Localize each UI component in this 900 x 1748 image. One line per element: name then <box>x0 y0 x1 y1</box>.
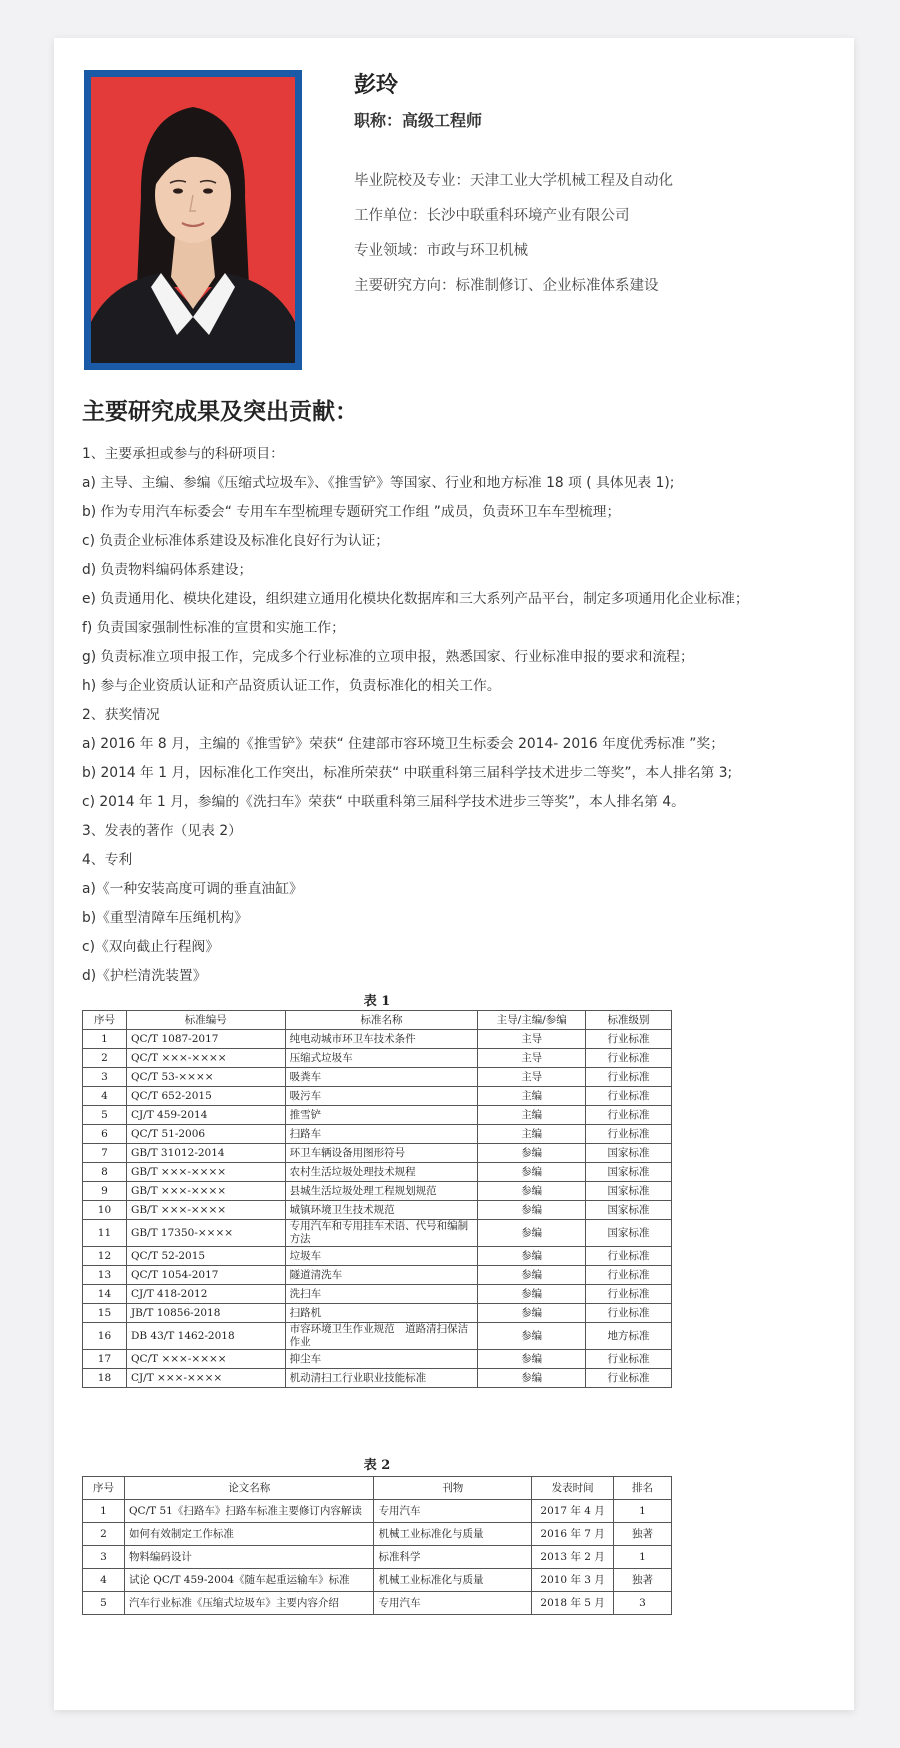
info-field: 专业领域：市政与环卫机械 <box>354 243 528 259</box>
column-header: 发表时间 <box>532 1477 614 1500</box>
table-cell: 17 <box>83 1350 127 1369</box>
table1-title: 表 1 <box>363 994 391 1009</box>
table-cell: 试论 QC/T 459-2004《随车起重运输车》标准 <box>124 1569 374 1592</box>
table-header-row <box>83 1011 672 1030</box>
table-cell: 参编 <box>478 1285 586 1304</box>
table-cell: 国家标准 <box>586 1201 672 1220</box>
table-cell: QC/T ×××-×××× <box>126 1350 285 1369</box>
column-header: 标准级别 <box>586 1011 672 1030</box>
table-cell: 市容环境卫生作业规范 道路清扫保洁作业 <box>285 1323 478 1350</box>
table-cell: CJ/T 459-2014 <box>126 1106 285 1125</box>
table-row <box>83 1220 672 1247</box>
table-cell: 5 <box>83 1592 125 1615</box>
table-row <box>83 1247 672 1266</box>
table-cell: 国家标准 <box>586 1220 672 1247</box>
content-line: g) 负责标准立项申报工作，完成多个行业标准的立项申报，熟悉国家、行业标准申报的要求和流程； <box>82 649 694 665</box>
table-cell: 机动清扫工行业职业技能标准 <box>285 1369 478 1388</box>
content-line: e) 负责通用化、模块化建设，组织建立通用化模块化数据库和三大系列产品平台，制定多项通用化企业标准； <box>82 591 749 607</box>
table-cell: 压缩式垃圾车 <box>285 1049 478 1068</box>
table-cell: DB 43/T 1462-2018 <box>126 1323 285 1350</box>
profile-info-list <box>354 164 673 304</box>
table-cell: CJ/T 418-2012 <box>126 1285 285 1304</box>
table-cell: 6 <box>83 1125 127 1144</box>
table-cell: 吸粪车 <box>285 1068 478 1087</box>
table-cell: 专用汽车 <box>374 1500 532 1523</box>
table-cell: 2013 年 2 月 <box>532 1546 614 1569</box>
table-row <box>83 1592 672 1615</box>
table-cell: 主导 <box>478 1068 586 1087</box>
table-row <box>83 1266 672 1285</box>
table-cell: 主导 <box>478 1049 586 1068</box>
table-cell: 行业标准 <box>586 1087 672 1106</box>
table-cell: GB/T ×××-×××× <box>126 1201 285 1220</box>
table-row <box>83 1106 672 1125</box>
content-line: c)《双向截止行程阀》 <box>82 939 220 955</box>
table-cell: 参编 <box>478 1350 586 1369</box>
table-cell: 主导 <box>478 1030 586 1049</box>
table-cell: 参编 <box>478 1304 586 1323</box>
content-line: d) 负责物料编码体系建设； <box>82 562 253 578</box>
content-line: 4、专利 <box>82 852 133 868</box>
table-cell: 1 <box>614 1546 672 1569</box>
table-row <box>83 1523 672 1546</box>
table-row <box>83 1304 672 1323</box>
table-row <box>83 1369 672 1388</box>
publications-table <box>82 1476 672 1615</box>
column-header: 序号 <box>83 1477 125 1500</box>
content-line: a) 2016 年 8 月，主编的《推雪铲》荣获“ 住建部市容环境卫生标委会 2014- 2016 年度优秀标准 ”奖； <box>82 736 724 752</box>
content-line: 2、获奖情况 <box>82 707 160 723</box>
column-header: 序号 <box>83 1011 127 1030</box>
portrait-illustration <box>91 77 295 363</box>
table-cell: 3 <box>83 1068 127 1087</box>
table-cell: 机械工业标准化与质量 <box>374 1569 532 1592</box>
table-cell: 物料编码设计 <box>124 1546 374 1569</box>
profile-card <box>54 38 854 1710</box>
table-cell: 行业标准 <box>586 1285 672 1304</box>
table-cell: 18 <box>83 1369 127 1388</box>
table-row <box>83 1163 672 1182</box>
table-cell: QC/T 53-×××× <box>126 1068 285 1087</box>
table-cell: 16 <box>83 1323 127 1350</box>
table-cell: GB/T ×××-×××× <box>126 1163 285 1182</box>
table-cell: QC/T 51-2006 <box>126 1125 285 1144</box>
table-cell: 行业标准 <box>586 1106 672 1125</box>
table-cell: 行业标准 <box>586 1030 672 1049</box>
table-cell: 标准科学 <box>374 1546 532 1569</box>
table-cell: 环卫车辆设备用图形符号 <box>285 1144 478 1163</box>
table-row <box>83 1546 672 1569</box>
table-cell: QC/T ×××-×××× <box>126 1049 285 1068</box>
column-header: 主导/主编/参编 <box>478 1011 586 1030</box>
table-cell: 2016 年 7 月 <box>532 1523 614 1546</box>
info-school: 毕业院校及专业：天津工业大学机械工程及自动化 <box>354 173 673 189</box>
standards-table <box>82 1010 672 1388</box>
table-row <box>83 1569 672 1592</box>
table-header-row <box>83 1477 672 1500</box>
table-cell: 专用汽车和专用挂车术语、代号和编制方法 <box>285 1220 478 1247</box>
table-cell: 抑尘车 <box>285 1350 478 1369</box>
table-cell: 4 <box>83 1569 125 1592</box>
section-heading: 主要研究成果及突出贡献： <box>82 399 358 425</box>
table-cell: 独著 <box>614 1523 672 1546</box>
table-cell: 参编 <box>478 1323 586 1350</box>
table-cell: 主编 <box>478 1125 586 1144</box>
content-line: b)《重型清障车压绳机构》 <box>82 910 248 926</box>
table-row <box>83 1030 672 1049</box>
table-row <box>83 1350 672 1369</box>
table-cell: 参编 <box>478 1220 586 1247</box>
person-name: 彭玲 <box>354 73 399 98</box>
table-cell: 国家标准 <box>586 1182 672 1201</box>
table-row <box>83 1323 672 1350</box>
info-research-direction: 主要研究方向：标准制修订、企业标准体系建设 <box>354 278 659 294</box>
content-line: a)《一种安装高度可调的垂直油缸》 <box>82 881 303 897</box>
table-cell: 参编 <box>478 1266 586 1285</box>
table-cell: 行业标准 <box>586 1049 672 1068</box>
content-line: b) 作为专用汽车标委会“ 专用车车型梳理专题研究工作组 ”成员，负责环卫车车型梳理； <box>82 504 621 520</box>
table-cell: QC/T 51《扫路车》扫路车标准主要修订内容解读 <box>124 1500 374 1523</box>
table-cell: 行业标准 <box>586 1125 672 1144</box>
table-cell: 主编 <box>478 1106 586 1125</box>
profile-photo <box>84 70 302 370</box>
table-row <box>83 1049 672 1068</box>
portrait-image <box>91 77 295 363</box>
content-line: a) 主导、主编、参编《压缩式垃圾车》、《推雪铲》等国家、行业和地方标准 18 项 ( 具体见表 1); <box>82 475 675 491</box>
table-cell: 县城生活垃圾处理工程规划规范 <box>285 1182 478 1201</box>
table-cell: 行业标准 <box>586 1247 672 1266</box>
table-cell: 行业标准 <box>586 1266 672 1285</box>
content-line: 1、主要承担或参与的科研项目： <box>82 446 284 462</box>
table-cell: 13 <box>83 1266 127 1285</box>
table-cell: 扫路机 <box>285 1304 478 1323</box>
table-cell: 参编 <box>478 1163 586 1182</box>
table-cell: 农村生活垃圾处理技术规程 <box>285 1163 478 1182</box>
table-row <box>83 1125 672 1144</box>
table-cell: 汽车行业标准《压缩式垃圾车》主要内容介绍 <box>124 1592 374 1615</box>
table-cell: 2010 年 3 月 <box>532 1569 614 1592</box>
table-cell: 行业标准 <box>586 1369 672 1388</box>
table-cell: QC/T 1087-2017 <box>126 1030 285 1049</box>
table-cell: 2017 年 4 月 <box>532 1500 614 1523</box>
table-cell: 地方标准 <box>586 1323 672 1350</box>
table-row <box>83 1201 672 1220</box>
table-cell: QC/T 52-2015 <box>126 1247 285 1266</box>
table-cell: 2 <box>83 1049 127 1068</box>
table-cell: 机械工业标准化与质量 <box>374 1523 532 1546</box>
column-header: 标准编号 <box>126 1011 285 1030</box>
table-cell: 行业标准 <box>586 1350 672 1369</box>
table-row <box>83 1144 672 1163</box>
column-header: 排名 <box>614 1477 672 1500</box>
table-cell: 3 <box>83 1546 125 1569</box>
table-cell: GB/T 31012-2014 <box>126 1144 285 1163</box>
table-cell: 7 <box>83 1144 127 1163</box>
table-cell: 12 <box>83 1247 127 1266</box>
table-cell: 2 <box>83 1523 125 1546</box>
table-cell: 国家标准 <box>586 1163 672 1182</box>
table-row <box>83 1068 672 1087</box>
table-cell: 扫路车 <box>285 1125 478 1144</box>
table-cell: 行业标准 <box>586 1068 672 1087</box>
table-row <box>83 1500 672 1523</box>
content-line: c) 2014 年 1 月，参编的《洗扫车》荣获“ 中联重科第三届科学技术进步三等奖”，本人排名第 4。 <box>82 794 685 810</box>
content-line: c) 负责企业标准体系建设及标准化良好行为认证； <box>82 533 390 549</box>
person-title: 职称：高级工程师 <box>354 111 483 130</box>
table-cell: 隧道清洗车 <box>285 1266 478 1285</box>
content-line: f) 负责国家强制性标准的宣贯和实施工作； <box>82 620 345 636</box>
table-cell: 4 <box>83 1087 127 1106</box>
info-employer: 工作单位：长沙中联重科环境产业有限公司 <box>354 208 630 224</box>
table-row <box>83 1182 672 1201</box>
table-cell: 洗扫车 <box>285 1285 478 1304</box>
table-cell: 行业标准 <box>586 1304 672 1323</box>
column-header: 刊物 <box>374 1477 532 1500</box>
table-cell: 主编 <box>478 1087 586 1106</box>
table-row <box>83 1087 672 1106</box>
table-cell: 参编 <box>478 1369 586 1388</box>
table-cell: 3 <box>614 1592 672 1615</box>
table-cell: 国家标准 <box>586 1144 672 1163</box>
table-cell: 1 <box>614 1500 672 1523</box>
table-cell: 参编 <box>478 1201 586 1220</box>
table2-title: 表 2 <box>363 1458 391 1473</box>
table-cell: 2018 年 5 月 <box>532 1592 614 1615</box>
table-row <box>83 1285 672 1304</box>
table-cell: GB/T 17350-×××× <box>126 1220 285 1247</box>
table-cell: 专用汽车 <box>374 1592 532 1615</box>
table-cell: 15 <box>83 1304 127 1323</box>
table-cell: 如何有效制定工作标准 <box>124 1523 374 1546</box>
column-header: 论文名称 <box>124 1477 374 1500</box>
table-cell: 10 <box>83 1201 127 1220</box>
content-line: 3、发表的著作（见表 2） <box>82 823 242 839</box>
table-cell: 城镇环境卫生技术规范 <box>285 1201 478 1220</box>
table-cell: JB/T 10856-2018 <box>126 1304 285 1323</box>
table-cell: GB/T ×××-×××× <box>126 1182 285 1201</box>
table-cell: 参编 <box>478 1182 586 1201</box>
achievements-content <box>82 440 842 991</box>
table-cell: 参编 <box>478 1247 586 1266</box>
table-cell: 8 <box>83 1163 127 1182</box>
table-cell: CJ/T ×××-×××× <box>126 1369 285 1388</box>
table-cell: 吸污车 <box>285 1087 478 1106</box>
table-cell: 参编 <box>478 1144 586 1163</box>
table-cell: QC/T 1054-2017 <box>126 1266 285 1285</box>
column-header: 标准名称 <box>285 1011 478 1030</box>
content-line: h) 参与企业资质认证和产品资质认证工作，负责标准化的相关工作。 <box>82 678 501 694</box>
table-cell: 11 <box>83 1220 127 1247</box>
table-cell: 推雪铲 <box>285 1106 478 1125</box>
content-line: b) 2014 年 1 月，因标准化工作突出，标准所荣获“ 中联重科第三届科学技术进步二等奖”，本人排名第 3; <box>82 765 733 781</box>
table-cell: 独著 <box>614 1569 672 1592</box>
table-cell: 垃圾车 <box>285 1247 478 1266</box>
table-cell: 1 <box>83 1030 127 1049</box>
table-cell: 1 <box>83 1500 125 1523</box>
table-cell: 14 <box>83 1285 127 1304</box>
content-line: d)《护栏清洗装置》 <box>82 968 207 984</box>
table-cell: QC/T 652-2015 <box>126 1087 285 1106</box>
table-cell: 5 <box>83 1106 127 1125</box>
table-cell: 9 <box>83 1182 127 1201</box>
table-cell: 纯电动城市环卫车技术条件 <box>285 1030 478 1049</box>
